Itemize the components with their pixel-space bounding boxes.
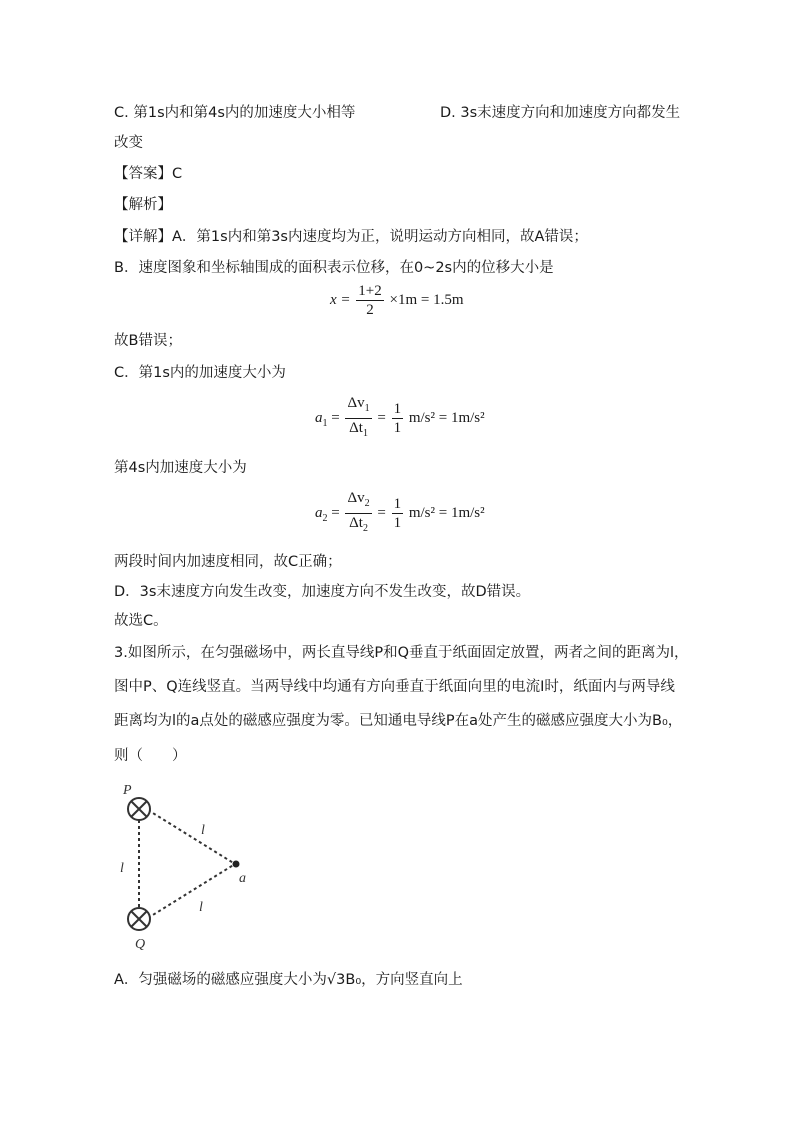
eq2-den-sub: 1 — [362, 428, 368, 439]
qa-dashed-line — [148, 864, 235, 918]
eq3-den: Δt — [349, 515, 363, 531]
c-conclusion: 两段时间内加速度相同，故C正确； — [114, 554, 342, 570]
detail-a: 【详解】A．第1s内和第3s内速度均为正，说明运动方向相同，故A错误； — [114, 229, 588, 245]
eq2-num-sub: 1 — [364, 403, 370, 414]
eq3-lhs-var: a — [315, 504, 323, 521]
eq3-den-sub: 2 — [362, 523, 368, 534]
eq2-d2: 1 — [393, 420, 402, 436]
eq3-lhs-sub: 2 — [322, 512, 328, 524]
detail-c: C．第1s内的加速度大小为 — [114, 365, 286, 381]
label-a: a — [239, 871, 246, 886]
option-c: C. 第1s内和第4s内的加速度大小相等 — [114, 105, 356, 121]
label-p: P — [123, 783, 132, 798]
question-3-line-1: 3.如图所示，在匀强磁场中，两长直导线P和Q垂直于纸面固定放置，两者之间的距离为l， — [114, 645, 689, 661]
label-l-bottom: l — [199, 900, 203, 915]
wire-p-icon — [128, 798, 150, 820]
label-l-left: l — [120, 861, 124, 876]
question-3-line-2: 图中P、Q连线竖直。当两导线中均通有方向垂直于纸面向里的电流I时，纸面内与两导线 — [114, 679, 675, 695]
equation-acceleration-2: $a_2$ = $\frac{\Delta v_2}{\Delta t_2}$ = $\frac{1}{1}$ m/s² = 1m/s² — [315, 489, 485, 538]
eq1-lhs: x = — [330, 291, 351, 308]
eq2-fraction — [345, 394, 371, 443]
eq2-num: Δv — [347, 395, 365, 411]
detail-d: D．3s末速度方向发生改变，加速度方向不发生改变，故D错误。 — [114, 584, 531, 600]
eq3-num-sub: 2 — [364, 498, 370, 509]
equation-displacement — [330, 282, 464, 319]
eq1-fraction — [356, 282, 383, 319]
detail-c2: 第4s内加速度大小为 — [114, 460, 247, 476]
option-d: D. 3s末速度方向和加速度方向都发生 — [440, 105, 681, 121]
eq3-d2: 1 — [393, 515, 402, 531]
eq2-lhs-sub: 1 — [322, 417, 328, 429]
label-q: Q — [135, 937, 146, 952]
choose-answer: 故选C。 — [114, 613, 168, 629]
option-a: A．匀强磁场的磁感应强度大小为√3B₀，方向竖直向上 — [114, 972, 463, 988]
question-3-line-3: 距离均为l的a点处的磁感应强度为零。已知通电导线P在a处产生的磁感应强度大小为B₀， — [114, 713, 683, 729]
eq3-fraction-2 — [392, 495, 404, 532]
answer-label: 【答案】C — [114, 166, 183, 182]
wire-diagram — [108, 780, 268, 955]
eq2-den: Δt — [349, 420, 363, 436]
pa-dashed-line — [148, 810, 235, 864]
eq3-rhs: m/s² = 1m/s² — [408, 504, 485, 521]
label-l-top: l — [201, 823, 205, 838]
point-a-dot — [233, 861, 240, 868]
question-3-line-4: 则（ ） — [114, 748, 187, 764]
eq2-rhs: m/s² = 1m/s² — [408, 409, 485, 426]
eq2-lhs-var: a — [315, 409, 323, 426]
eq3-fraction — [345, 489, 371, 538]
eq3-n2: 1 — [393, 496, 402, 512]
eq2-fraction-2 — [392, 400, 404, 437]
b-conclusion: 故B错误； — [114, 333, 182, 349]
option-d-continued: 改变 — [114, 135, 143, 151]
eq1-denominator: 2 — [366, 302, 374, 318]
eq1-numerator: 1+2 — [358, 283, 382, 299]
equation-acceleration-1: $a_1$ = $\frac{\Delta v_1}{\Delta t_1}$ = $\frac{1}{1}$ m/s² = 1m/s² — [315, 394, 485, 443]
eq1-rhs: ×1m = 1.5m — [389, 291, 464, 308]
detail-b: B．速度图象和坐标轴围成的面积表示位移，在0~2s内的位移大小是 — [114, 260, 554, 276]
eq2-n2: 1 — [393, 401, 402, 417]
eq3-num: Δv — [347, 490, 365, 506]
analysis-label: 【解析】 — [114, 197, 172, 213]
wire-q-icon — [128, 908, 150, 930]
